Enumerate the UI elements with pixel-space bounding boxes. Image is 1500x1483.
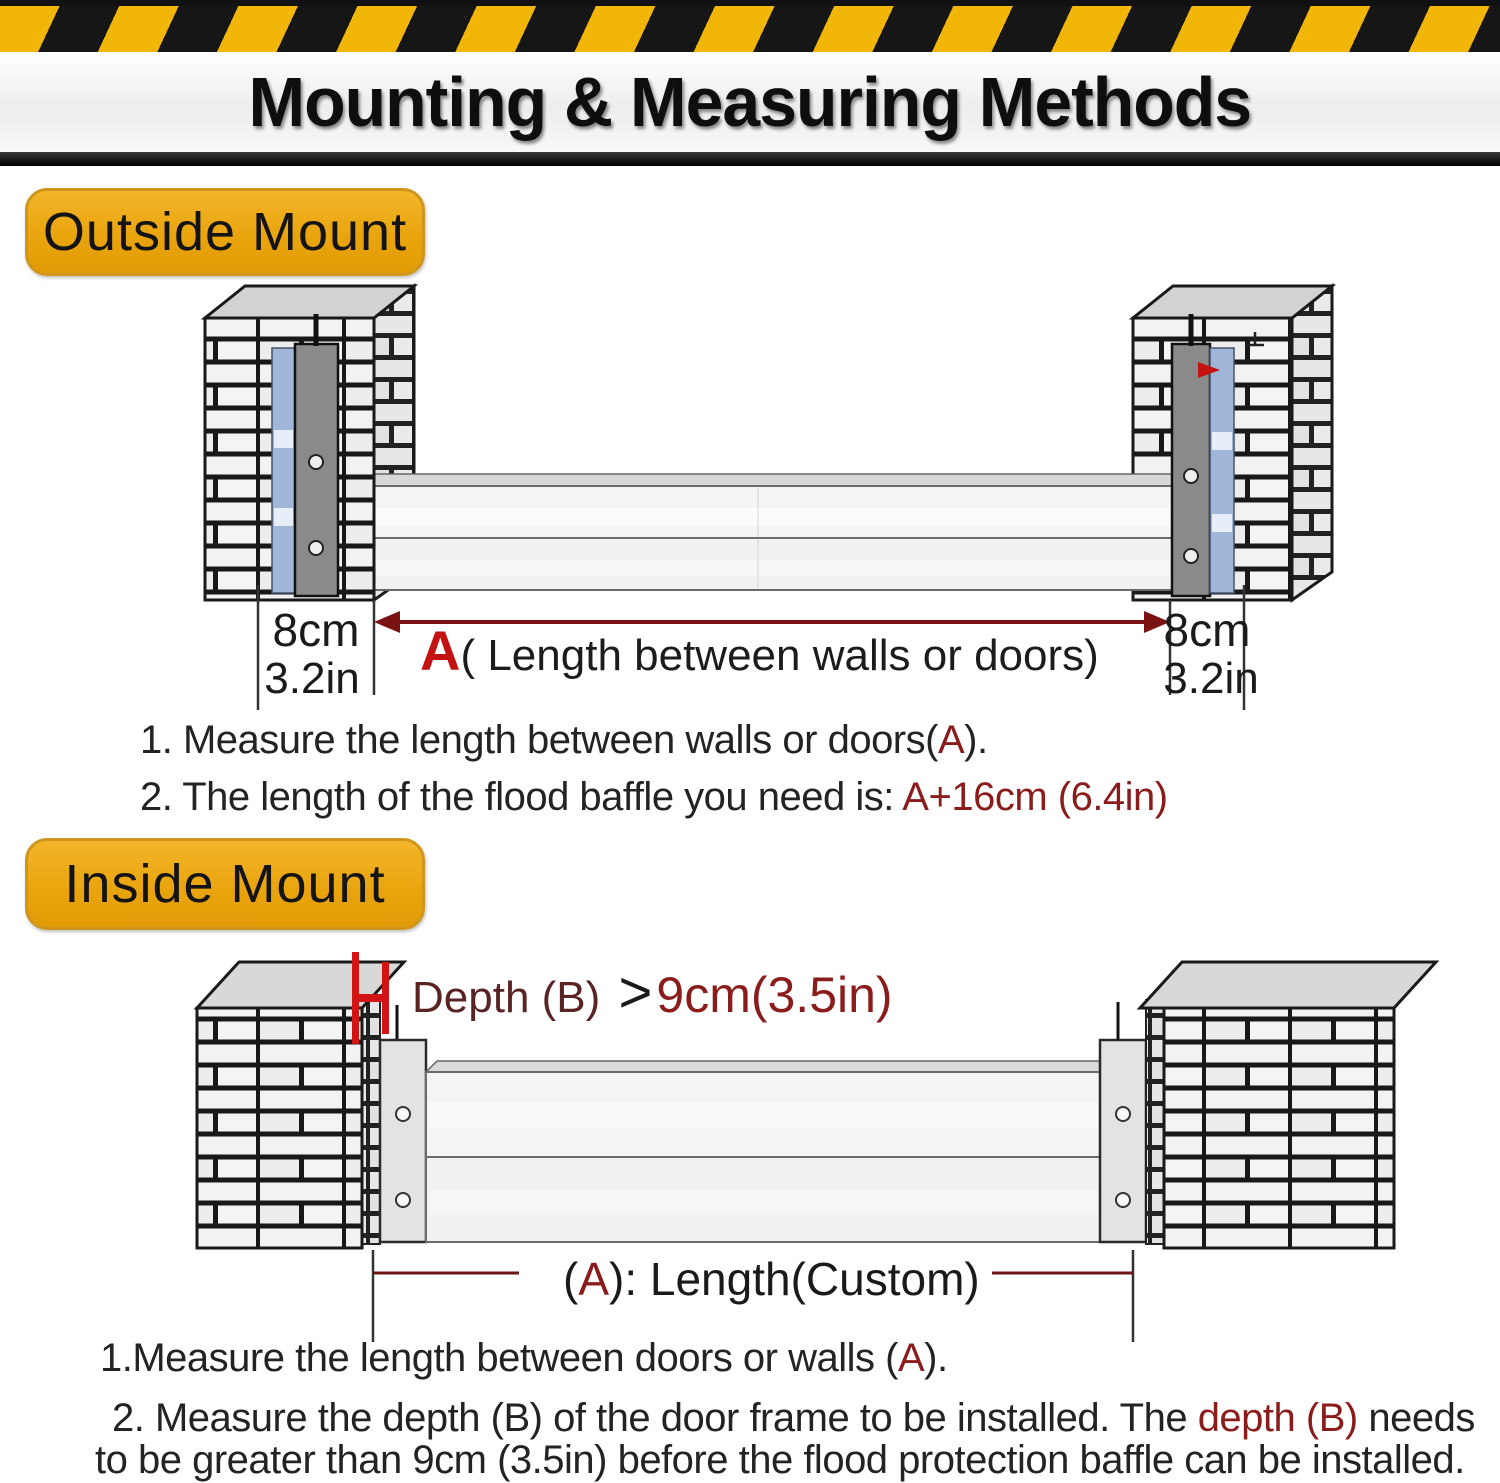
right-gasket-notch [1212, 432, 1232, 450]
screw-hole [1116, 1107, 1130, 1121]
screw-hole [396, 1107, 410, 1121]
outside-step-2: 2. The length of the flood baffle you need is: A+16cm (6.4in) [140, 775, 1168, 819]
highlight-depth-B: depth (B) [1197, 1396, 1358, 1440]
right-gasket-notch [1212, 514, 1232, 532]
title-band [0, 52, 1500, 152]
depth-label [412, 960, 893, 1025]
depth-value: 9cm(3.5in) [656, 967, 893, 1023]
header-divider [0, 152, 1500, 166]
barrier-highlight [340, 508, 1170, 526]
inside-right-channel [1100, 1040, 1146, 1242]
left-gasket-notch [274, 508, 293, 526]
left-offset-in: 3.2in [264, 654, 360, 703]
outside-right-pillar-side [1292, 286, 1332, 600]
inside-right-pillar-cap [1140, 962, 1436, 1008]
inside-step-2-line-1: 2. Measure the depth (B) of the door frame to be installed. The depth (B) needs [112, 1396, 1475, 1440]
left-mounting-bracket [295, 344, 338, 596]
barrier-top-lip [338, 474, 1184, 486]
inside-left-pillar-inner-face [362, 1000, 380, 1244]
span-label-text: ( Length between walls or doors) [460, 631, 1099, 680]
inside-right-pillar-front [1164, 1008, 1394, 1248]
page-title: Mounting & Measuring Methods [248, 63, 1252, 141]
highlight-A: A [897, 1336, 925, 1380]
inside-step-2-line-2: to be greater than 9cm (3.5in) before the flood protection baffle can be installed. [95, 1438, 1465, 1482]
highlight-A: A [937, 718, 965, 762]
screw-hole [1184, 549, 1198, 563]
hazard-stripe-banner [0, 0, 1500, 58]
barrier-highlight [428, 1102, 1098, 1128]
inside-right-pillar-inner-face [1146, 1000, 1164, 1244]
screw-hole [309, 541, 323, 555]
right-gasket-strip [1210, 348, 1234, 593]
depth-marker-crossbar [352, 994, 389, 1002]
screw-hole [1116, 1193, 1130, 1207]
left-gasket-notch [274, 430, 293, 448]
outside-mount-badge-label: Outside Mount [42, 202, 408, 262]
inside-mount-badge [25, 838, 425, 930]
right-offset-cm: 8cm [1163, 604, 1251, 656]
greater-than-sign: > [618, 960, 653, 1025]
length-letter-A: A [578, 1253, 610, 1305]
outside-mount-diagram [0, 270, 1500, 710]
left-offset-cm: 8cm [272, 604, 360, 656]
span-letter-A: A [420, 619, 461, 682]
depth-label-text: Depth (B) [412, 973, 613, 1022]
inside-left-pillar-front [197, 1008, 362, 1248]
screw-hole [309, 455, 323, 469]
outside-step-1: 1. Measure the length between walls or doors(A). [140, 718, 988, 762]
left-gasket-strip [272, 348, 295, 593]
barrier-highlight [428, 1190, 1098, 1214]
inside-step-1: 1.Measure the length between doors or walls (A). [100, 1336, 948, 1380]
inside-left-channel [380, 1040, 426, 1242]
inside-mount-diagram [0, 950, 1500, 1375]
outside-mount-badge [25, 188, 425, 276]
screw-hole [396, 1193, 410, 1207]
inside-mount-badge-label: Inside Mount [64, 854, 386, 914]
span-arrowhead-left [374, 611, 400, 633]
barrier-highlight [340, 560, 1170, 576]
highlight-formula: A+16cm (6.4in) [902, 775, 1168, 819]
inside-barrier-top-lip [426, 1061, 1111, 1072]
screw-hole [1184, 469, 1198, 483]
length-custom-label: (A): Length(Custom) [563, 1253, 980, 1305]
right-offset-in: 3.2in [1163, 654, 1259, 703]
span-length-label [420, 619, 1099, 682]
